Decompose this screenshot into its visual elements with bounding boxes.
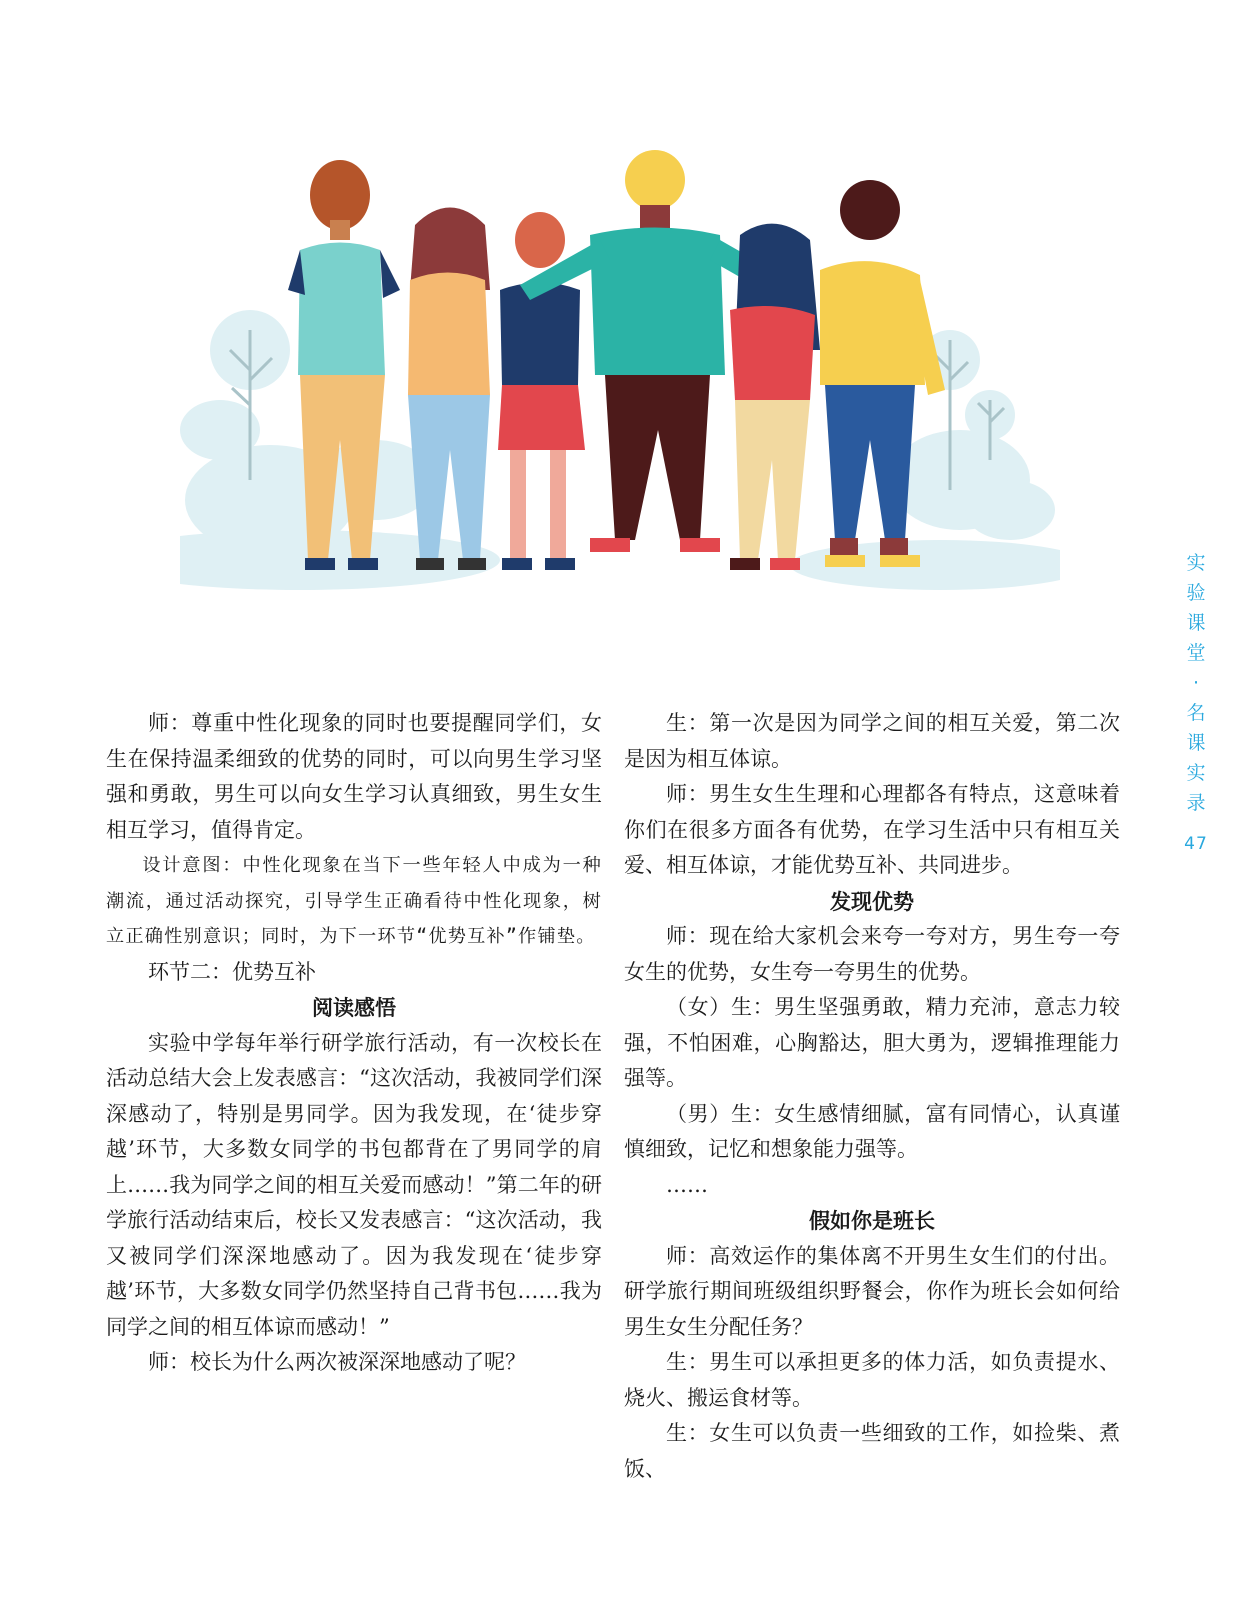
sidebar-char: 验 xyxy=(1186,582,1206,604)
page-number: 47 xyxy=(1184,834,1208,854)
sidebar-char: 堂 xyxy=(1186,642,1206,664)
sidebar-char: 课 xyxy=(1186,612,1206,634)
body-paragraph: （女）生：男生坚强勇敢，精力充沛，意志力较强，不怕困难，心胸豁达，胆大勇为，逻辑推理能力强等。 xyxy=(624,995,1120,1090)
body-paragraph: 生：第一次是因为同学之间的相互关爱，第二次是因为相互体谅。 xyxy=(624,711,1120,771)
body-paragraph: …… xyxy=(666,1172,708,1197)
sidebar-char: 名 xyxy=(1186,702,1206,724)
section-sidebar xyxy=(1176,548,1216,854)
section-heading: 发现优势 xyxy=(830,888,914,914)
body-paragraph: 生：女生可以负责一些细致的工作，如捡柴、煮饭、 xyxy=(624,1421,1120,1481)
body-paragraph: 师：校长为什么两次被深深地感动了呢？ xyxy=(148,1350,526,1374)
section-heading: 阅读感悟 xyxy=(312,995,396,1020)
sidebar-char: 录 xyxy=(1186,792,1206,814)
sidebar-char: 课 xyxy=(1186,732,1206,754)
body-paragraph: （男）生：女生感情细腻，富有同情心，认真谨慎细致，记忆和想象能力强等。 xyxy=(624,1101,1120,1161)
right-column xyxy=(624,706,1120,1487)
students-group-illustration xyxy=(180,140,1060,610)
sidebar-char: · xyxy=(1192,672,1200,694)
body-paragraph: 师：现在给大家机会来夸一夸对方，男生夸一夸女生的优势，女生夸一夸男生的优势。 xyxy=(624,924,1120,984)
student-2 xyxy=(408,208,490,571)
body-paragraph: 师：高效运作的集体离不开男生女生们的付出。研学旅行期间班级组织野餐会，你作为班长会如何给男生女生分配任务？ xyxy=(624,1243,1120,1339)
sidebar-char: 实 xyxy=(1186,762,1206,784)
design-intent-paragraph: 设计意图：中性化现象在当下一些年轻人中成为一种潮流，通过活动探究，引导学生正确看待中性化现象，树立正确性别意识；同时，为下一环节“优势互补”作铺垫。 xyxy=(106,855,602,947)
body-paragraph: 生：男生可以承担更多的体力活，如负责提水、烧火、搬运食材等。 xyxy=(624,1350,1120,1410)
sidebar-char: 实 xyxy=(1186,552,1206,574)
sidebar-title xyxy=(1176,548,1216,818)
body-paragraph: 师：男生女生生理和心理都各有特点，这意味着你们在很多方面各有优势，在学习生活中只有相互关爱、相互体谅，才能优势互补、共同进步。 xyxy=(624,782,1120,877)
section-heading: 假如你是班长 xyxy=(809,1208,935,1233)
body-paragraph: 师：尊重中性化现象的同时也要提醒同学们，女生在保持温柔细致的优势的同时，可以向男生学习坚强和勇敢，男生可以向女生学习认真细致，男生女生相互学习，值得肯定。 xyxy=(106,711,602,842)
body-paragraph: 实验中学每年举行研学旅行活动，有一次校长在活动总结大会上发表感言：“这次活动，我被同学们深深感动了，特别是男同学。因为我发现，在‘徒步穿越’环节，大多数女同学的书包都背在了男同学的肩上……我为同学之间的相互关爱而感动！”第二年的研学旅行活动结束后，校长又发表感言：“这次活动，我又被同学们深深地感动了。因为我发现在‘徒步穿越’环节，大多数女同学仍然坚持自己背书包……我为同学之间的相互体谅而感动！” xyxy=(106,1030,602,1339)
student-5 xyxy=(730,224,820,570)
left-column xyxy=(106,706,602,1381)
body-paragraph: 环节二：优势互补 xyxy=(148,959,316,984)
